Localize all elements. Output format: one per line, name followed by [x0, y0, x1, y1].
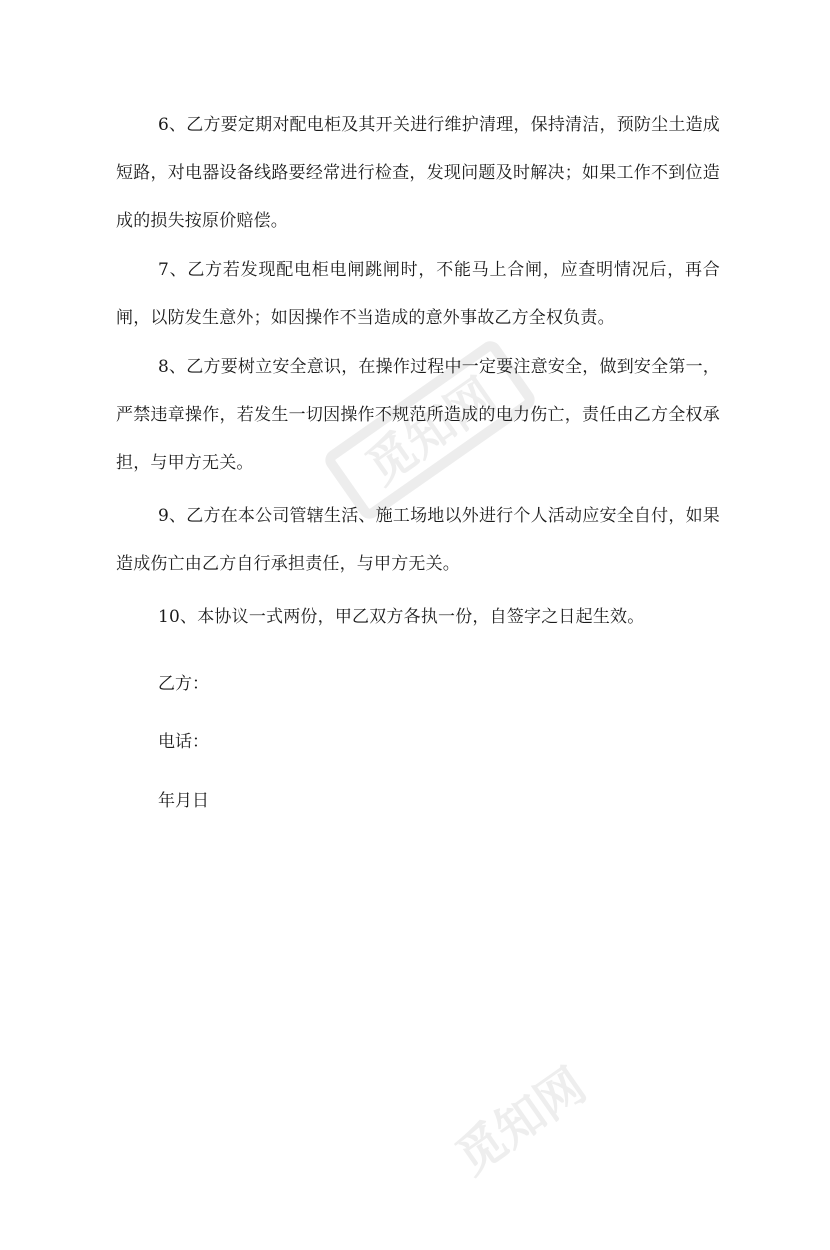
clause-7: 7、乙方若发现配电柜电闸跳闸时，不能马上合闸，应查明情况后，再合闸，以防发生意外；如因操作不当造成的意外事故乙方全权负责。: [116, 260, 720, 328]
clause-9: 9、乙方在本公司管辖生活、施工场地以外进行个人活动应安全自付，如果造成伤亡由乙方自行承担责任，与甲方无关。: [116, 506, 720, 574]
clause-8: 8、乙方要树立安全意识，在操作过程中一定要注意安全，做到安全第一，严禁违章操作，若发生一切因操作不规范所造成的电力伤亡，责任由乙方全权承担，与甲方无关。: [116, 357, 720, 473]
watermark-logo-bottom: [390, 990, 650, 1250]
clause-6: 6、乙方要定期对配电柜及其开关进行维护清理，保持清洁，预防尘土造成短路，对电器设备线路要经常进行检查，发现问题及时解决；如果工作不到位造成的损失按原价赔偿。: [116, 115, 720, 231]
signature-date: 年月日: [158, 791, 209, 811]
watermark-text-bottom: 觅知网: [446, 1057, 597, 1186]
signature-phone: 电话：: [158, 732, 209, 752]
clause-10: 10、本协议一式两份，甲乙双方各执一份，自签字之日起生效。: [158, 607, 645, 627]
watermark-text: 觅知网: [356, 367, 507, 496]
signature-party-b: 乙方：: [158, 674, 209, 694]
